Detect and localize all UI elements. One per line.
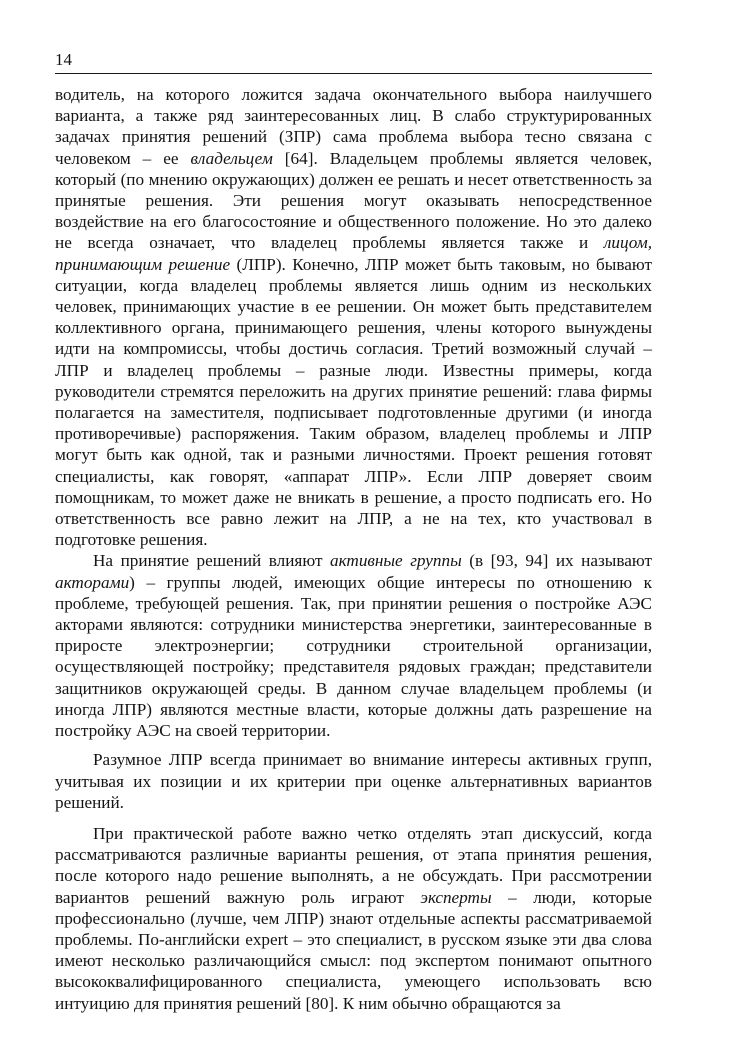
- italic-term: активные группы: [330, 551, 462, 571]
- text-run: ) – группы людей, имеющих общие интересы по отношению к проблеме, требующей решения. Так, при принятии решения о постройке АЭС акторами являются: сотрудники министерства энергетики, заинтересованные в приросте электроэнергии; сотрудники строительной организации, осуществляющей постройку; представителя рядовых граждан; представители защитников окружающей среды. В данном случае владельцем проблемы (и иногда ЛПР) являются местные власти, которые должны дать разрешение на постройку АЭС на своей территории.: [55, 572, 652, 741]
- text-run: На принятие решений влияют: [93, 551, 330, 571]
- body-text: [55, 84, 652, 1014]
- page-number: 14: [55, 50, 72, 69]
- text-run: Разумное ЛПР всегда принимает во внимание интересы активных групп, учитывая их позиции и их критерии при оценке альтернативных вариантов решений.: [55, 750, 652, 812]
- text-run: – люди, которые профессионально (лучше, чем ЛПР) знают отдельные аспекты рассматриваемой проблемы. По-английски expert – это специалист, в русском языке эти два слова имеют несколько различающийся смысл: под экспертом понимают опытного высококвалифицированного специалиста, умеющего использовать всю интуицию для принятия решений [80]. К ним обычно обращаются за: [55, 887, 652, 1013]
- text-run: (ЛПР). Конечно, ЛПР может быть таковым, но бывают ситуации, когда владелец проблемы является лишь одним из нескольких человек, принимающих участие в ее решении. Он может быть представителем коллективного органа, принимающего решения, члены которого вынуждены идти на компромиссы, чтобы достичь согласия. Третий возможный случай – ЛПР и владелец проблемы – разные люди. Известны примеры, когда руководители стремятся переложить на других принятие решений: глава фирмы полагается на заместителя, подписывает подготовленные другими (и иногда противоречивые) распоряжения. Таким образом, владелец проблемы и ЛПР могут быть как одной, так и разными личностями. Проект решения готовят специалисты, как говорят, «аппарат ЛПР». Если ЛПР доверяет своим помощникам, то может даже не вникать в решение, а просто подписать его. Но ответственность все равно лежит на ЛПР, а не на тех, кто участвовал в подготовке решения.: [55, 254, 652, 550]
- paragraph-2: [55, 550, 652, 741]
- text-run: При практической работе важно четко отделять этап дискуссий, когда рассматриваются различные варианты решения, от этапа принятия решения, после которого надо решение выполнять, а не обсуждать. При рассмотрении вариантов решений важную роль играют: [55, 823, 652, 907]
- text-run: (в [93, 94] их называют: [461, 551, 652, 571]
- italic-term: лицом, принимающим решение: [55, 233, 652, 274]
- italic-term: владельцем: [190, 148, 273, 168]
- paragraph-1: [55, 84, 652, 550]
- italic-term: эксперты: [420, 887, 492, 907]
- text-run: водитель, на которого ложится задача окончательного выбора наилучшего варианта, а также ряд заинтересованных лиц. В слабо структурированных задачах принятия решений (ЗПР) сама проблема выбора тесно связана с человеком – ее: [55, 85, 652, 168]
- text-run: [64]. Владельцем проблемы является человек, который (по мнению окружающих) должен ее решать и несет ответственность за принятые решения. Эти решения могут оказывать непосредственное воздействие на его благосостояние и общественного положение. Но это далеко не всегда означает, что владелец проблемы является также и: [55, 148, 652, 253]
- paragraph-4: [55, 823, 652, 1014]
- italic-term: акторами: [55, 572, 130, 592]
- header-rule: [55, 73, 652, 74]
- paragraph-3: [55, 749, 652, 813]
